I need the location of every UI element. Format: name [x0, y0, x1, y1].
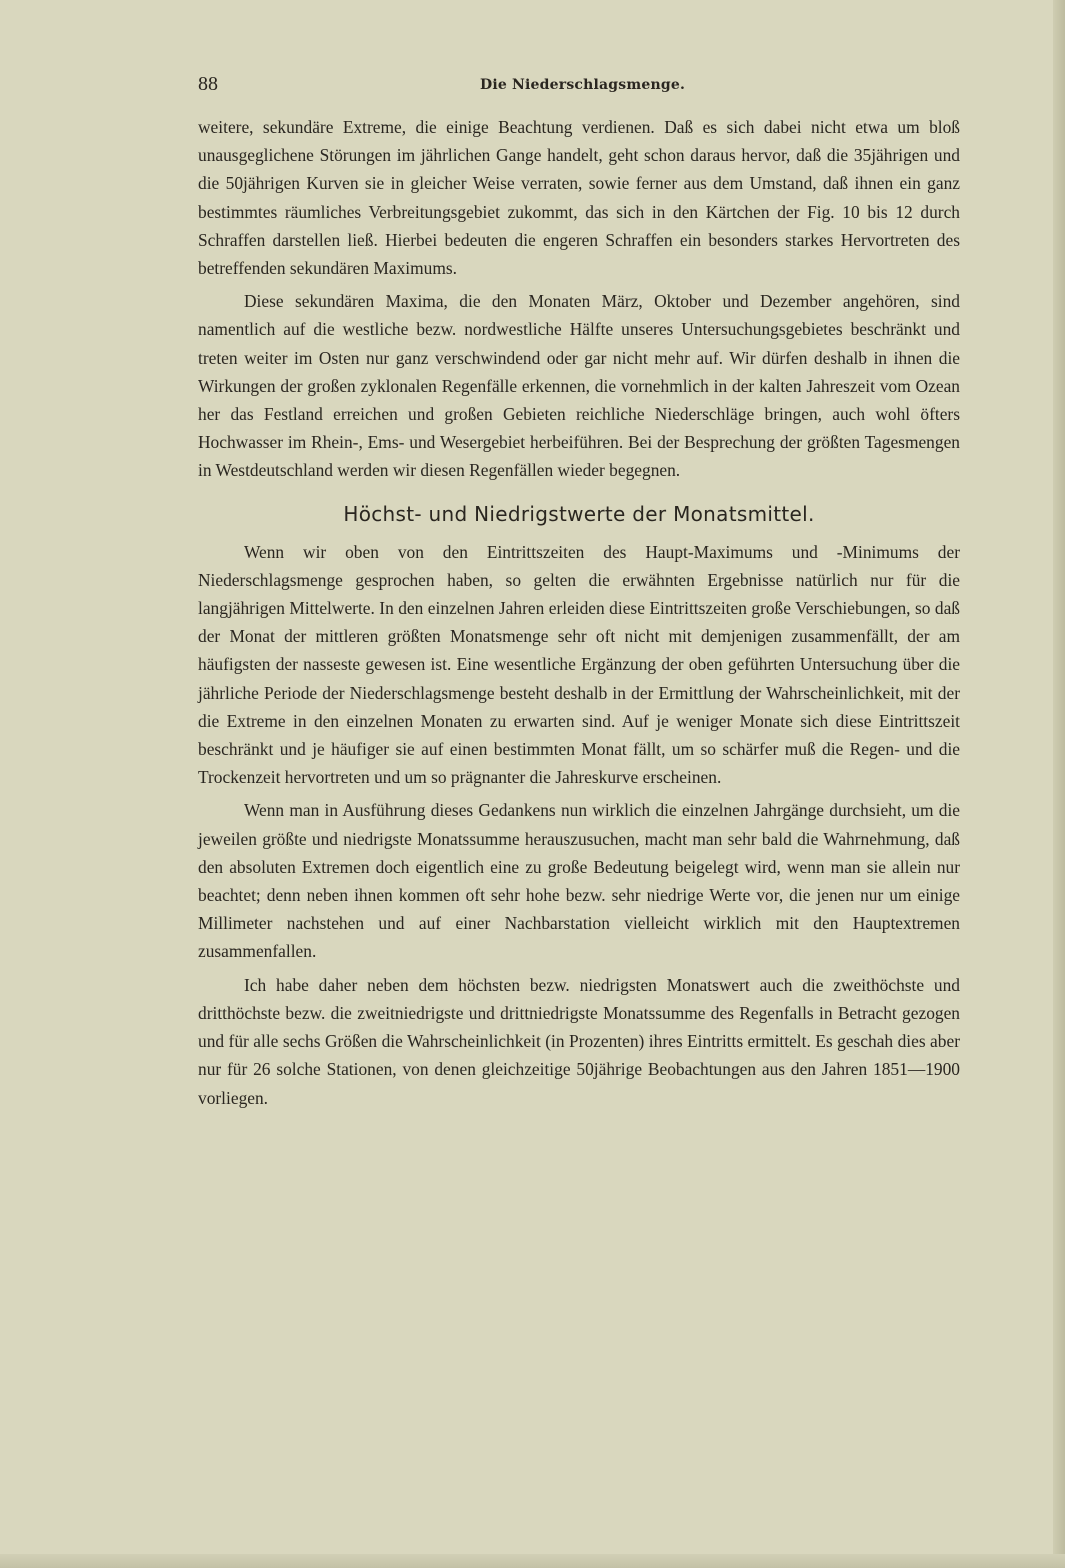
- page-edge: [1053, 0, 1065, 1568]
- page-bottom-edge: [0, 1554, 1065, 1568]
- page-header: [198, 70, 960, 98]
- paragraph: Ich habe daher neben dem höchsten bezw. niedrigsten Monatswert auch die zweithöchste und dritthöchste bezw. die zweitniedrigste und drittniedrigste Monatssumme des Regenfalls in Betracht gezogen und für alle sechs Größen die Wahrscheinlichkeit (in Prozenten) ihres Eintritts ermittelt. Es geschah dies aber nur für 26 solche Stationen, von denen gleichzeitige 50jährige Beobachtungen aus den Jahren 1851—1900 vorliegen.: [198, 974, 960, 1108]
- page-number: 88: [198, 73, 218, 95]
- paragraph: Wenn man in Ausführung dieses Gedankens nun wirklich die einzelnen Jahrgänge durchsieht, um die jeweilen größte und niedrigste Monatssumme herauszusuchen, macht man sehr bald die Wahrnehmung, daß den absoluten Extremen doch eigentlich eine zu große Bedeutung beigelegt wird, wenn man sie allein nur beachtet; denn neben ihnen kommen oft sehr hohe bezw. sehr niedrige Werte vor, die jenen nur um einige Millimeter nachstehen und auf einer Nachbarstation vielleicht wirklich mit den Hauptextremen zusammenfallen.: [198, 800, 960, 962]
- running-title: Die Niederschlagsmenge.: [480, 77, 686, 93]
- paragraph: Diese sekundären Maxima, die den Monaten März, Oktober und Dezember angehören, sind namentlich auf die westliche bezw. nordwestliche Hälfte unseres Untersuchungsgebietes beschränkt und treten weiter im Osten nur ganz verschwindend oder gar nicht mehr auf. Wir dürfen deshalb in ihnen die Wirkungen der großen zyklonalen Regenfälle erkennen, die vornehmlich in der kalten Jahreszeit vom Ozean her das Festland erreichen und großen Gebieten reichliche Niederschläge bringen, auch wohl öfters Hochwasser im Rhein-, Ems- und Wesergebiet herbeiführen. Bei der Besprechung der größten Tagesmengen in Westdeutschland werden wir diesen Regenfällen wieder begegnen.: [198, 291, 960, 481]
- section-heading: Höchst- und Niedrigstwerte der Monatsmittel.: [343, 501, 815, 526]
- paragraph: Wenn wir oben von den Eintrittszeiten des Haupt-Maximums und -Minimums der Niederschlagsmenge gesprochen haben, so gelten die erwähnten Ergebnisse natürlich nur für die langjährigen Mittelwerte. In den einzelnen Jahren erleiden diese Eintrittszeiten große Verschiebungen, so daß der Monat der mittleren größten Monatsmenge sehr oft nicht mit demjenigen zusammenfällt, der am häufigsten der nasseste gewesen ist. Eine wesentliche Ergänzung der oben geführten Untersuchung über die jährliche Periode der Niederschlagsmenge besteht deshalb in der Ermittlung der Wahrscheinlichkeit, mit der die Extreme in den einzelnen Monaten zu erwarten sind. Auf je weniger Monate sich diese Eintrittszeit beschränkt und je häufiger sie auf einen bestimmten Monat fällt, um so schärfer muß die Regen- und die Trockenzeit hervortreten und um so prägnanter die Jahreskurve erscheinen.: [198, 541, 960, 788]
- body-text: [198, 113, 960, 1112]
- paragraph-continued: weitere, sekundäre Extreme, die einige Beachtung verdienen. Daß es sich dabei nicht etwa um bloß unausgeglichene Störungen im jährlichen Gange handelt, geht schon daraus hervor, daß die 35jährigen und die 50jährigen Kurven sie in gleicher Weise verraten, sowie ferner aus dem Umstand, daß ihnen ein ganz bestimmtes räumliches Verbreitungsgebiet zukommt, das sich in den Kärtchen der Fig. 10 bis 12 durch Schraffen darstellen ließ. Hierbei bedeuten die engeren Schraffen ein besonders starkes Hervortreten des betreffenden sekundären Maximums.: [198, 117, 960, 279]
